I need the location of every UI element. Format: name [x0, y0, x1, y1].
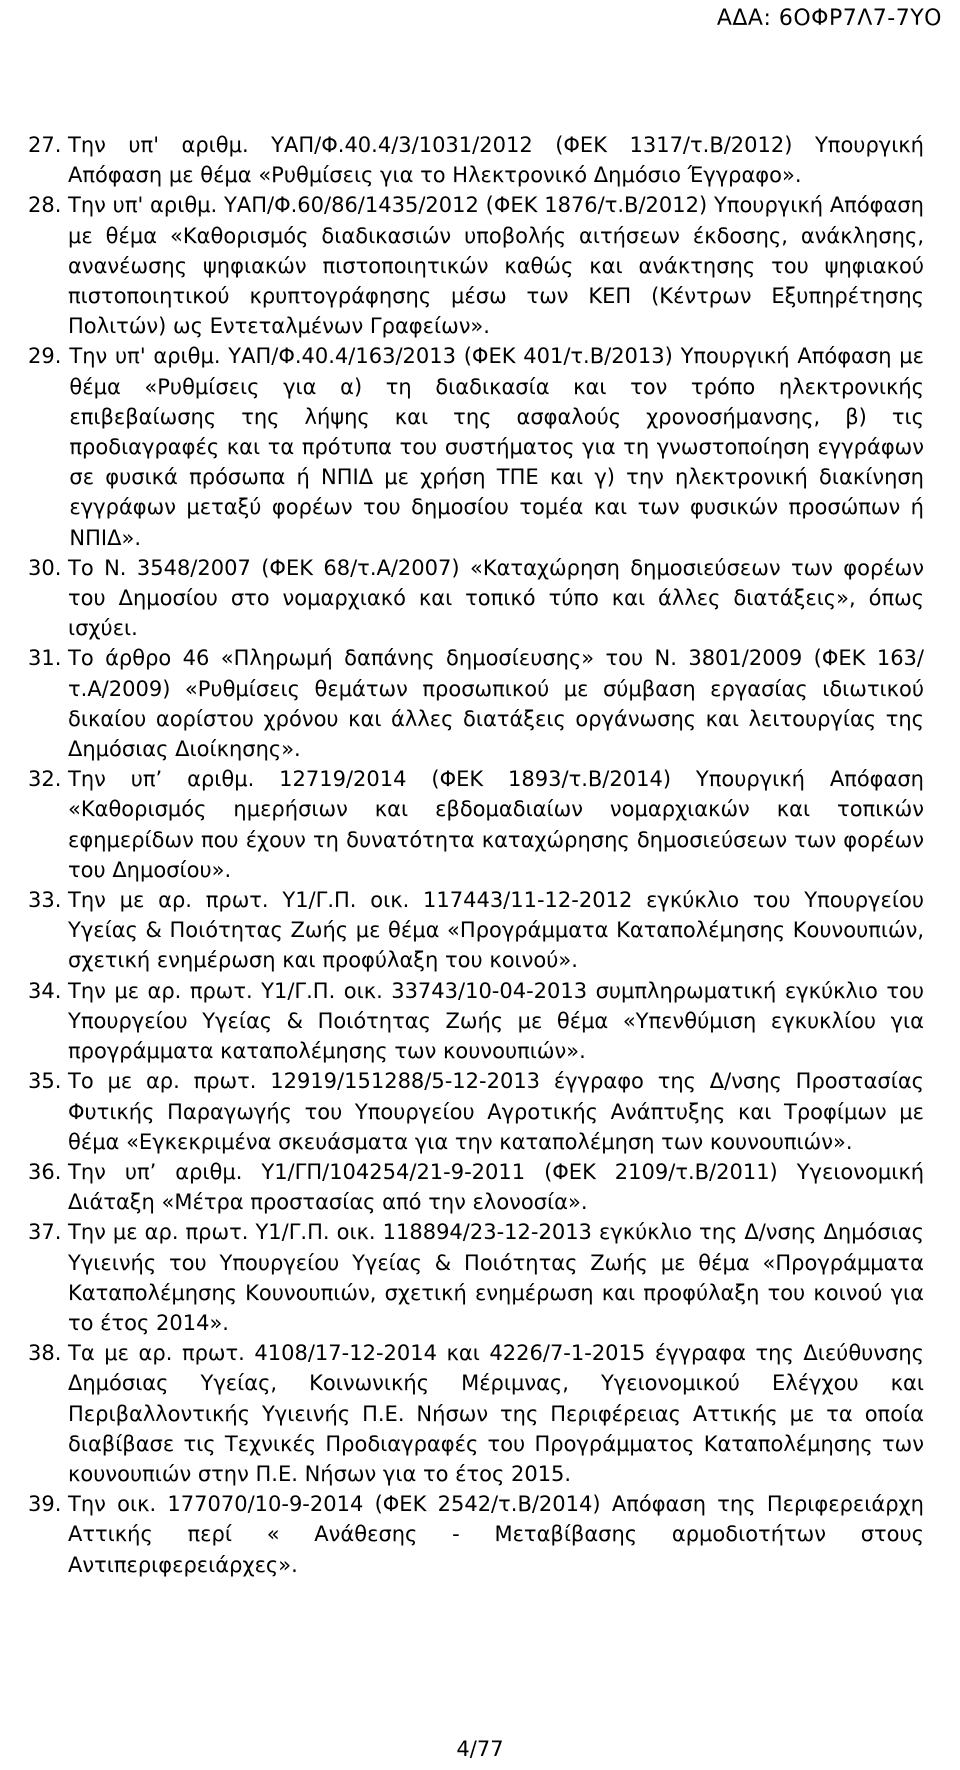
item-number: 32. [28, 767, 62, 792]
item-number: 36. [28, 1159, 62, 1184]
list-item [28, 1338, 924, 1489]
item-number: 27. [28, 133, 62, 157]
list-item [28, 553, 924, 644]
item-number: 30. [28, 555, 62, 580]
item-text: Την υπ' αριθμ. ΥΑΠ/Φ.40.4/163/2013 (ΦΕΚ 401/τ.Β/2013) Υπουργική Απόφαση με θέμα «Ρυθμίσεις για α) τη διαδικασία και τον τρόπο ηλεκτρονικής επιβεβαίωσης της λήψης και της ασφαλούς χρονοσήμανσης, β) τις προδιαγραφές και τα πρότυπα του συστήματος για τη γνωστοποίηση εγγράφων σε φυσικά πρόσωπα ή ΝΠΙΔ με χρήση ΤΠΕ και γ) την ηλεκτρονική διακίνηση εγγράφων μεταξύ φορέων του δημοσίου τομέα και των φυσικών προσώπων ή ΝΠΙΔ». [69, 344, 924, 550]
item-text: Την με αρ. πρωτ. Υ1/Γ.Π. οικ. 33743/10-04-2013 συμπληρωματική εγκύκλιο του Υπουργείου Υγείας & Ποιότητας Ζωής με θέμα «Υπενθύμιση εγκυκλίου για προγράμματα καταπολέμησης των κουνουπιών». [68, 978, 924, 1064]
item-number: 38. [28, 1341, 62, 1366]
item-text: Το Ν. 3548/2007 (ΦΕΚ 68/τ.Α/2007) «Καταχώρηση δημοσιεύσεων των φορέων του Δημοσίου στο νομαρχιακό και τοπικό τύπο και άλλες διατάξεις», όπως ισχύει. [68, 555, 924, 641]
page-number: 4/77 [456, 1737, 504, 1761]
item-number: 39. [28, 1492, 62, 1517]
decision-references-list [28, 130, 924, 1580]
list-item [28, 764, 924, 885]
item-number: 37. [28, 1220, 62, 1245]
item-number: 34. [28, 978, 62, 1003]
item-text: Την οικ. 177070/10-9-2014 (ΦΕΚ 2542/τ.Β/2014) Απόφαση της Περιφερειάρχη Αττικής περί « Ανάθεσης - Μεταβίβασης αρμοδιοτήτων στους Αντιπεριφερειάρχες». [68, 1492, 924, 1577]
list-item [28, 341, 924, 552]
item-number: 28. [28, 193, 62, 218]
item-text: Την με αρ. πρωτ. Υ1/Γ.Π. οικ. 118894/23-12-2013 εγκύκλιο της Δ/νσης Δημόσιας Υγιεινής του Υπουργείου Υγείας & Ποιότητας Ζωής με θέμα «Προγράμματα Καταπολέμησης Κουνουπιών, σχετική ενημέρωση και προφύλαξη του κοινού για το έτος 2014». [68, 1220, 924, 1335]
item-text: Το με αρ. πρωτ. 12919/151288/5-12-2013 έγγραφο της Δ/νσης Προστασίας Φυτικής Παραγωγής του Υπουργείου Αγροτικής Ανάπτυξης και Τροφίμων με θέμα «Εγκεκριμένα σκευάσματα για την καταπολέμηση των κουνουπιών». [68, 1069, 924, 1154]
list-item [28, 1489, 924, 1580]
list-item [28, 190, 924, 341]
ada-code: ΑΔΑ: 6ΟΦΡ7Λ7-7ΥΟ [716, 6, 942, 31]
item-text: Την υπ' αριθμ. ΥΑΠ/Φ.40.4/3/1031/2012 (ΦΕΚ 1317/τ.Β/2012) Υπουργική Απόφαση με θέμα «Ρυθμίσεις για το Ηλεκτρονικό Δημόσιο Έγγραφο». [68, 133, 924, 188]
list-item [28, 130, 924, 190]
item-number: 35. [28, 1069, 62, 1094]
list-item [28, 643, 924, 764]
item-number: 31. [28, 646, 62, 671]
item-text: Την με αρ. πρωτ. Υ1/Γ.Π. οικ. 117443/11-12-2012 εγκύκλιο του Υπουργείου Υγείας & Ποιότητας Ζωής με θέμα «Προγράμματα Καταπολέμησης Κουνουπιών, σχετική ενημέρωση και προφύλαξη του κοινού». [68, 888, 924, 973]
list-item [28, 1066, 924, 1157]
list-item [28, 885, 924, 976]
item-text: Την υπ’ αριθμ. 12719/2014 (ΦΕΚ 1893/τ.Β/2014) Υπουργική Απόφαση «Καθορισμός ημερήσιων και εβδομαδιαίων νομαρχιακών και τοπικών εφημερίδων που έχουν τη δυνατότητα καταχώρησης δημοσιεύσεων των φορέων του Δημοσίου». [68, 767, 924, 882]
item-number: 29. [28, 344, 62, 369]
item-text: Την υπ' αριθμ. ΥΑΠ/Φ.60/86/1435/2012 (ΦΕΚ 1876/τ.Β/2012) Υπουργική Απόφαση με θέμα «Καθορισμός διαδικασιών υποβολής αιτήσεων έκδοσης, ανάκλησης, ανανέωσης ψηφιακών πιστοποιητικών καθώς και ανάκτησης του ψηφιακού πιστοποιητικού κρυπτογράφησης μέσω των ΚΕΠ (Κέντρων Εξυπηρέτησης Πολιτών) ως Εντεταλμένων Γραφείων». [68, 193, 924, 339]
list-item [28, 1217, 924, 1338]
list-item [28, 976, 924, 1067]
item-text: Την υπ’ αριθμ. Υ1/ΓΠ/104254/21-9-2011 (ΦΕΚ 2109/τ.Β/2011) Υγειονομική Διάταξη «Μέτρα προστασίας από την ελονοσία». [68, 1159, 924, 1215]
item-text: Τα με αρ. πρωτ. 4108/17-12-2014 και 4226/7-1-2015 έγγραφα της Διεύθυνσης Δημόσιας Υγείας, Κοινωνικής Μέριμνας, Υγειονομικού Ελέγχου και Περιβαλλοντικής Υγιεινής Π.Ε. Νήσων της Περιφέρειας Αττικής με τα οποία διαβίβασε τις Τεχνικές Προδιαγραφές του Προγράμματος Καταπολέμησης των κουνουπιών στην Π.Ε. Νήσων για το έτος 2015. [68, 1341, 924, 1486]
item-number: 33. [28, 888, 62, 913]
item-text: Το άρθρο 46 «Πληρωμή δαπάνης δημοσίευσης» του Ν. 3801/2009 (ΦΕΚ 163/τ.Α/2009) «Ρυθμίσεις θεμάτων προσωπικού με σύμβαση εργασίας ιδιωτικού δικαίου αορίστου χρόνου και άλλες διατάξεις οργάνωσης και λειτουργίας της Δημόσιας Διοίκησης». [68, 646, 924, 762]
list-item [28, 1157, 924, 1217]
